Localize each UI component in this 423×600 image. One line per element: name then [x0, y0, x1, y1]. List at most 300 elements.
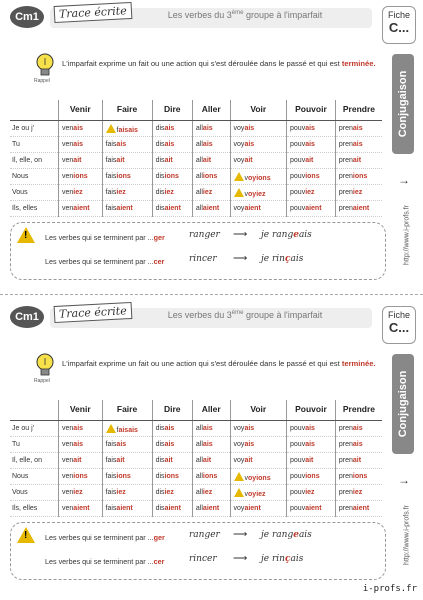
side-tab-conjugaison: Conjugaison [392, 54, 414, 154]
verb-ending: ais [202, 425, 213, 432]
conjugation-cell [152, 485, 192, 501]
table-row [10, 137, 382, 153]
verb-stem: pouv [290, 157, 306, 164]
table-row [10, 437, 382, 453]
verb-stem: ven [62, 157, 74, 164]
verb-ending: ions [164, 173, 179, 180]
verb-ending: ais [73, 425, 84, 432]
verb-stem: ven [62, 125, 74, 132]
verb-stem: pouv [290, 189, 306, 196]
conjugation-cell [335, 121, 382, 137]
conjugation-cell [152, 169, 192, 185]
verb-header: Pouvoir [287, 100, 336, 121]
verb-ending: ait [305, 157, 314, 164]
conjugation-cell [59, 185, 103, 201]
lesson-card-bottom [0, 300, 423, 590]
verb-ending: iez [164, 189, 174, 196]
result-rincais: je rinçais [261, 554, 304, 564]
verb-ending: ais [73, 125, 84, 132]
verb-ending: ais [305, 125, 315, 132]
verb-header: Prendre [335, 100, 382, 121]
verb-stem: ven [62, 173, 74, 180]
verb-stem: fais [105, 457, 117, 464]
header-blank [10, 400, 59, 421]
verb-stem: all [195, 473, 203, 480]
verb-stem: all [195, 157, 203, 164]
conjugation-cell [287, 153, 336, 169]
warning-icon [106, 424, 116, 433]
conjugation-cell [152, 469, 192, 485]
conjugation-cell [102, 421, 152, 437]
verb-stem: all [195, 457, 203, 464]
verb-stem: voy [233, 425, 245, 432]
verb-header: Aller [192, 400, 230, 421]
table-row [10, 185, 382, 201]
verb-ending: ait [202, 157, 212, 164]
verb-ending: ait [352, 157, 362, 164]
verb-ending: ait [305, 457, 314, 464]
verb-stem: fais [105, 473, 117, 480]
conjugation-cell [102, 153, 152, 169]
conjugation-cell [59, 469, 103, 485]
warning-icon [234, 472, 244, 481]
conjugation-cell [59, 453, 103, 469]
conjugation-cell [152, 501, 192, 517]
conjugation-cell [152, 185, 192, 201]
verb-ending: ions [305, 173, 320, 180]
verb-stem: f [116, 426, 119, 434]
conjugation-cell [335, 153, 382, 169]
verb-ending: iez [305, 489, 315, 496]
conjugation-cell [152, 453, 192, 469]
result-rangeais: je rangeais [261, 230, 312, 240]
conjugation-cell [59, 437, 103, 453]
conjugation-cell [102, 121, 152, 137]
verb-ending: ais [164, 125, 175, 132]
verb-ending: oyiez [248, 190, 266, 198]
verb-ending: oyiez [248, 490, 266, 498]
verb-ending: ait [244, 457, 253, 464]
verb-ending: ions [116, 473, 131, 480]
verb-ending: aisais [118, 426, 138, 434]
verb-stem: ven [62, 205, 74, 212]
verb-stem: pouv [290, 457, 306, 464]
verb-ending: ais [244, 441, 255, 448]
verb-stem: v [244, 490, 249, 498]
conjugation-cell [192, 469, 230, 485]
verb-ending: ais [244, 125, 255, 132]
verb-ending: ait [352, 457, 362, 464]
result-rangeais: je rangeais [261, 530, 312, 540]
arrow-icon: ⟶ [233, 229, 248, 240]
verb-ending: ais [164, 141, 175, 148]
verb-stem: voy [233, 205, 245, 212]
verb-ending: aient [73, 505, 90, 512]
conjugation-cell [192, 421, 230, 437]
verb-ending: ait [164, 457, 173, 464]
rules-box [10, 522, 386, 580]
verb-stem: dis [155, 205, 165, 212]
verb-stem: pouv [290, 489, 306, 496]
conjugation-cell [287, 201, 336, 217]
verb-stem: ven [62, 473, 74, 480]
verb-stem: pouv [290, 473, 306, 480]
verb-stem: pren [338, 141, 353, 148]
conjugation-cell [230, 201, 286, 217]
verb-ending: iez [164, 489, 174, 496]
pronoun-cell: Nous [10, 469, 59, 485]
rule-ger: Les verbes qui se terminent par ...ger [45, 233, 165, 242]
verb-header: Voir [230, 400, 286, 421]
conjugation-cell [192, 169, 230, 185]
verb-stem: all [195, 425, 203, 432]
table-row [10, 501, 382, 517]
rules-box [10, 222, 386, 280]
lightbulb-icon [34, 352, 56, 378]
conjugation-cell [335, 185, 382, 201]
example-ranger: ranger [189, 230, 220, 240]
verb-ending: ions [352, 473, 368, 480]
verb-stem: voy [233, 141, 245, 148]
conjugation-cell [102, 437, 152, 453]
verb-ending: ions [73, 173, 88, 180]
conjugation-cell [59, 137, 103, 153]
verb-stem: dis [155, 157, 165, 164]
verb-ending: ait [164, 157, 173, 164]
verb-stem: fais [105, 505, 117, 512]
verb-stem: dis [155, 125, 165, 132]
verb-ending: aient [352, 205, 370, 212]
conjugation-cell [152, 121, 192, 137]
verb-stem: ven [62, 141, 74, 148]
verb-stem: pouv [290, 205, 306, 212]
conjugation-cell [335, 453, 382, 469]
verb-ending: ais [244, 425, 255, 432]
verb-stem: fais [105, 157, 117, 164]
verb-ending: ions [164, 473, 179, 480]
pronoun-cell: Ils, elles [10, 201, 59, 217]
verb-header: Prendre [335, 400, 382, 421]
verb-ending: aient [73, 205, 90, 212]
verb-stem: dis [155, 489, 165, 496]
conjugation-cell [152, 153, 192, 169]
verb-stem: dis [155, 141, 165, 148]
verb-stem: fais [105, 441, 117, 448]
conjugation-cell [335, 501, 382, 517]
pronoun-cell: Vous [10, 185, 59, 201]
table-row [10, 153, 382, 169]
verb-ending: aient [244, 205, 261, 212]
verb-ending: iez [352, 189, 363, 196]
verb-ending: iez [73, 489, 83, 496]
verb-stem: pouv [290, 173, 306, 180]
fiche-box: Fiche C... [382, 306, 416, 344]
header-blank [10, 100, 59, 121]
verb-ending: ais [352, 425, 363, 432]
verb-ending: ais [202, 141, 213, 148]
conjugation-cell [102, 137, 152, 153]
verb-ending: aient [202, 505, 220, 512]
verb-ending: ais [305, 425, 315, 432]
verb-stem: ven [62, 189, 74, 196]
conjugation-cell [102, 169, 152, 185]
conjugation-cell [102, 201, 152, 217]
verb-ending: ait [73, 157, 82, 164]
pronoun-cell: Ils, elles [10, 501, 59, 517]
conjugation-cell [335, 437, 382, 453]
verb-header: Venir [59, 100, 103, 121]
conjugation-table [10, 400, 382, 517]
pronoun-cell: Tu [10, 137, 59, 153]
warning-icon [234, 488, 244, 497]
example-ranger: ranger [189, 530, 220, 540]
verb-ending: ais [202, 441, 213, 448]
cut-line [0, 294, 423, 295]
conjugation-cell [230, 485, 286, 501]
pronoun-cell: Tu [10, 437, 59, 453]
site-url: http://www.i-profs.fr [403, 505, 411, 565]
conjugation-cell [335, 469, 382, 485]
conjugation-cell [287, 169, 336, 185]
verb-ending: iez [352, 489, 363, 496]
table-row [10, 485, 382, 501]
verb-stem: pren [338, 205, 353, 212]
verb-stem: voy [233, 157, 245, 164]
conjugation-cell [230, 469, 286, 485]
verb-stem: voy [233, 125, 245, 132]
verb-ending: ais [352, 441, 363, 448]
conjugation-cell [230, 137, 286, 153]
verb-stem: dis [155, 473, 165, 480]
verb-ending: ions [305, 473, 320, 480]
verb-stem: dis [155, 457, 165, 464]
verb-ending: ais [116, 141, 127, 148]
verb-stem: voy [233, 457, 245, 464]
pronoun-cell: Nous [10, 169, 59, 185]
verb-stem: pren [338, 189, 353, 196]
verb-ending: oyions [248, 174, 271, 182]
conjugation-cell [152, 437, 192, 453]
conjugation-cell [335, 169, 382, 185]
verb-stem: dis [155, 189, 165, 196]
warning-icon [17, 527, 35, 543]
verb-stem: ven [62, 425, 74, 432]
conjugation-cell [335, 421, 382, 437]
conjugation-cell [335, 485, 382, 501]
conjugation-cell [287, 501, 336, 517]
verb-ending: ions [116, 173, 131, 180]
verb-ending: aient [116, 205, 133, 212]
warning-icon [17, 227, 35, 243]
verb-stem: all [195, 489, 203, 496]
result-rincais: je rinçais [261, 254, 304, 264]
warning-icon [234, 172, 244, 181]
verb-ending: ais [73, 141, 84, 148]
verb-stem: all [195, 173, 203, 180]
verb-ending: ions [202, 473, 218, 480]
pronoun-cell: Vous [10, 485, 59, 501]
conjugation-cell [230, 453, 286, 469]
conjugation-cell [230, 169, 286, 185]
verb-ending: aient [244, 505, 261, 512]
definition-text: L'imparfait exprime un fait ou une action qui s'est déroulée dans le passé et qui est terminée. [62, 59, 376, 68]
arrow-right-icon: → [398, 473, 410, 487]
verb-stem: fais [105, 205, 117, 212]
pronoun-cell: Il, elle, on [10, 453, 59, 469]
verb-stem: ven [62, 457, 74, 464]
verb-ending: oyions [248, 474, 271, 482]
verb-ending: ais [352, 125, 363, 132]
verb-stem: all [195, 189, 203, 196]
table-row [10, 121, 382, 137]
rule-ger: Les verbes qui se terminent par ...ger [45, 533, 165, 542]
arrow-icon: ⟶ [233, 529, 248, 540]
level-badge: Cm1 [10, 6, 44, 28]
verb-stem: all [195, 205, 203, 212]
conjugation-cell [192, 437, 230, 453]
verb-ending: ait [116, 157, 125, 164]
conjugation-cell [152, 201, 192, 217]
verb-ending: ait [73, 457, 82, 464]
conjugation-cell [192, 501, 230, 517]
rule-cer: Les verbes qui se terminent par ...cer [45, 257, 165, 266]
verb-stem: dis [155, 425, 165, 432]
definition-text: L'imparfait exprime un fait ou une action qui s'est déroulée dans le passé et qui est terminée. [62, 359, 376, 368]
verb-ending: aisais [118, 126, 138, 134]
verb-stem: dis [155, 441, 165, 448]
bulb-label: Rappel [34, 78, 50, 84]
conjugation-cell [152, 421, 192, 437]
verb-stem: pren [338, 473, 353, 480]
pronoun-cell: Il, elle, on [10, 153, 59, 169]
arrow-icon: ⟶ [233, 253, 248, 264]
conjugation-cell [287, 421, 336, 437]
trace-ecrite-label: Trace écrite [54, 302, 132, 323]
conjugation-cell [192, 153, 230, 169]
page-title: Les verbes du 3ème groupe à l'imparfait [167, 10, 323, 20]
conjugation-cell [102, 501, 152, 517]
bulb-label: Rappel [34, 378, 50, 384]
conjugation-cell [287, 485, 336, 501]
verb-stem: pouv [290, 125, 306, 132]
verb-stem: all [195, 441, 203, 448]
verb-stem: all [195, 125, 203, 132]
verb-ending: iez [116, 489, 126, 496]
conjugation-cell [230, 501, 286, 517]
warning-icon [234, 188, 244, 197]
verb-header: Pouvoir [287, 400, 336, 421]
conjugation-cell [230, 153, 286, 169]
table-row [10, 453, 382, 469]
verb-stem: pren [338, 441, 353, 448]
arrow-icon: ⟶ [233, 553, 248, 564]
verb-ending: aient [305, 205, 322, 212]
verb-stem: pouv [290, 505, 306, 512]
level-badge: Cm1 [10, 306, 44, 328]
verb-stem: pren [338, 173, 353, 180]
example-rincer: rincer [189, 554, 217, 564]
lesson-card-top [0, 0, 423, 290]
verb-stem: fais [105, 189, 117, 196]
conjugation-cell [152, 137, 192, 153]
verb-ending: ais [352, 141, 363, 148]
conjugation-cell [192, 201, 230, 217]
verb-ending: ais [244, 141, 255, 148]
verb-ending: ait [244, 157, 253, 164]
verb-stem: fais [105, 173, 117, 180]
conjugation-cell [335, 137, 382, 153]
verb-stem: pren [338, 425, 353, 432]
pronoun-cell: Je ou j' [10, 421, 59, 437]
verb-stem: all [195, 505, 203, 512]
conjugation-cell [102, 453, 152, 469]
verb-stem: ven [62, 489, 74, 496]
verb-ending: aient [352, 505, 370, 512]
verb-stem: pren [338, 157, 353, 164]
verb-stem: dis [155, 173, 165, 180]
conjugation-cell [192, 453, 230, 469]
verb-stem: fais [105, 141, 117, 148]
verb-stem: v [244, 174, 249, 182]
verb-ending: ait [116, 457, 125, 464]
pronoun-cell: Je ou j' [10, 121, 59, 137]
table-row [10, 201, 382, 217]
verb-stem: ven [62, 441, 74, 448]
verb-header: Faire [102, 400, 152, 421]
verb-ending: ait [202, 457, 212, 464]
verb-ending: ais [116, 441, 127, 448]
verb-stem: all [195, 141, 203, 148]
verb-ending: ions [202, 173, 218, 180]
verb-ending: ais [164, 425, 175, 432]
verb-stem: fais [105, 489, 117, 496]
warning-icon [106, 124, 116, 133]
conjugation-cell [335, 201, 382, 217]
verb-stem: pren [338, 125, 353, 132]
verb-stem: voy [233, 441, 245, 448]
conjugation-cell [59, 485, 103, 501]
conjugation-cell [59, 121, 103, 137]
verb-header: Voir [230, 100, 286, 121]
conjugation-cell [192, 485, 230, 501]
conjugation-cell [230, 185, 286, 201]
page-title: Les verbes du 3ème groupe à l'imparfait [167, 310, 323, 320]
verb-header: Dire [152, 100, 192, 121]
verb-ending: aient [164, 205, 181, 212]
verb-stem: pren [338, 505, 353, 512]
conjugation-cell [59, 169, 103, 185]
conjugation-cell [102, 185, 152, 201]
conjugation-cell [102, 485, 152, 501]
verb-stem: pren [338, 457, 353, 464]
lightbulb-icon [34, 52, 56, 78]
side-tab-conjugaison: Conjugaison [392, 354, 414, 454]
table-row [10, 469, 382, 485]
verb-ending: iez [116, 189, 126, 196]
verb-stem: pouv [290, 141, 306, 148]
conjugation-cell [230, 437, 286, 453]
conjugation-cell [287, 453, 336, 469]
verb-ending: ions [352, 173, 368, 180]
conjugation-cell [59, 153, 103, 169]
conjugation-cell [102, 469, 152, 485]
verb-ending: ions [73, 473, 88, 480]
conjugation-cell [59, 201, 103, 217]
verb-ending: iez [305, 189, 315, 196]
conjugation-cell [192, 137, 230, 153]
verb-ending: ais [202, 125, 213, 132]
verb-stem: v [244, 474, 249, 482]
